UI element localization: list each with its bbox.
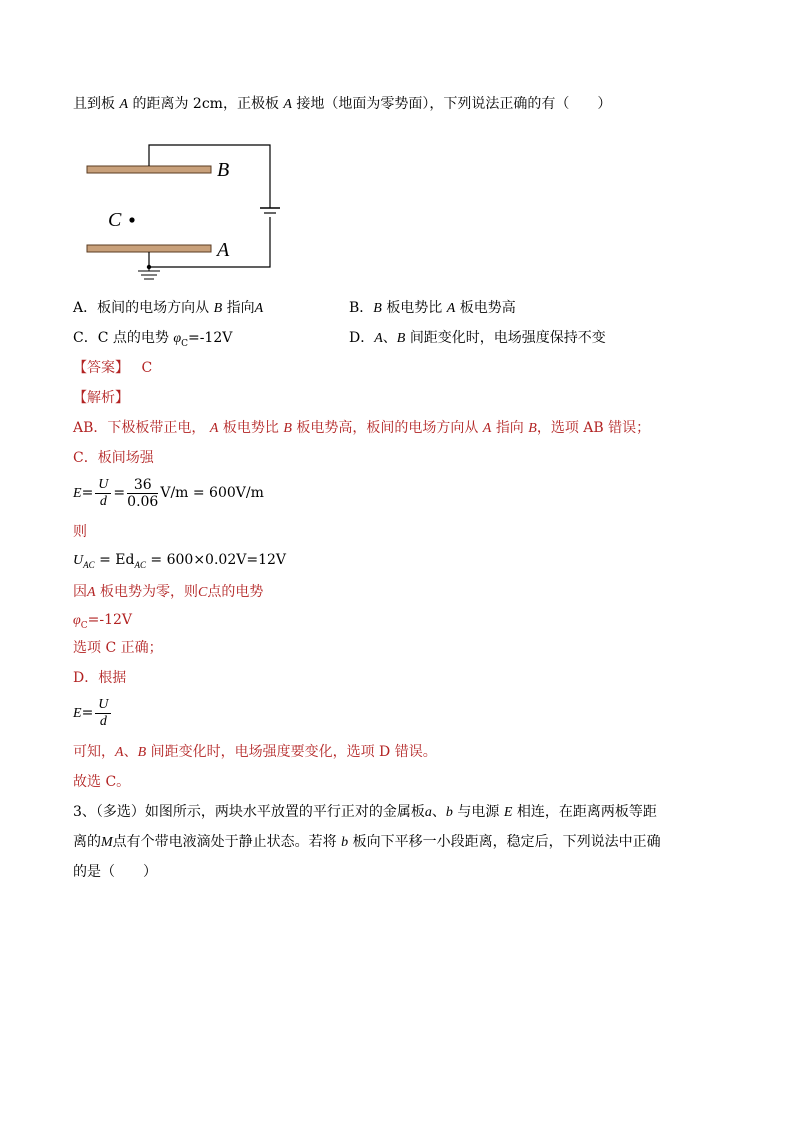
equation-e-u-d: E= $\frac{U}{d}$ xyxy=(73,694,113,733)
fraction-u-over-d: $\frac{U}{d}$ xyxy=(95,477,111,510)
c-correct: 选项 C 正确； xyxy=(73,640,163,656)
since-line: 因A 板电势为零，则C点的电势 xyxy=(73,584,264,600)
label-c: C xyxy=(108,209,122,231)
question-3-line-2: 离的M点有个带电液滴处于静止状态。若将 b 板向下平移一小段距离，稳定后，下列说法中正确 xyxy=(73,834,661,850)
answer-label: 【答案】 xyxy=(73,360,129,376)
intro-text-2: 的距离为 2cm，正极板 xyxy=(132,96,279,112)
label-b: B xyxy=(217,159,230,181)
answer-value: C xyxy=(141,360,153,376)
analysis-c: C．板间场强 xyxy=(73,450,154,466)
analysis-d: D．根据 xyxy=(73,670,127,686)
question-3-line-1: 3、（多选）如图所示，两块水平放置的平行正对的金属板a、b 与电源 E 相连，在距离两板等距 xyxy=(73,804,657,820)
plate-b xyxy=(87,166,211,173)
option-c: C．C 点的电势 $\varphi_C=-12V$ xyxy=(73,330,233,349)
then-text: 则 xyxy=(73,524,87,540)
point-c-dot xyxy=(129,217,134,222)
analysis-ab: AB．下极板带正电， A 板电势比 B 板电势高，板间的电场方向从 A 指向 B，选项 AB 错误； xyxy=(73,420,651,436)
intro-var-a2: A xyxy=(283,97,292,112)
question-intro xyxy=(73,94,611,115)
plate-a xyxy=(87,245,211,252)
intro-text-1: 且到板 xyxy=(73,96,115,112)
equation-field-strength: E= $\frac{U}{d}$ = $\frac{36}{0.06}$ V/m = 600V/m xyxy=(73,476,264,510)
option-a: A．板间的电场方向从 B 指向A xyxy=(73,300,264,316)
analysis-label: 【解析】 xyxy=(73,390,129,406)
knowable-line: 可知，A、B 间距变化时，电场强度要变化，选项 D 错误。 xyxy=(73,744,437,760)
fraction-u-over-d-2: $\frac{U}{d}$ xyxy=(95,697,111,730)
phi-c-value: $\varphi_C=-12V$ xyxy=(73,612,133,631)
wire-top xyxy=(149,145,270,208)
wire-bottom xyxy=(149,217,270,267)
choose-line: 故选 C。 xyxy=(73,774,131,790)
equation-potential-difference: $U_{AC} = Ed_{AC} = 600\times 0.02V=12V$ xyxy=(73,552,286,570)
option-b: B．B 板电势比 A 板电势高 xyxy=(349,300,516,316)
intro-text-3: 接地（地面为零势面），下列说法正确的有（ ） xyxy=(296,96,612,112)
intro-var-a: A xyxy=(119,97,129,112)
answer-line xyxy=(73,358,152,378)
capacitor-diagram xyxy=(80,140,300,280)
fraction-36-over-006: $\frac{36}{0.06}$ xyxy=(127,476,159,510)
question-3-line-3: 的是（ ） xyxy=(73,864,157,880)
label-a: A xyxy=(217,239,230,261)
option-d: D．A、B 间距变化时，电场强度保持不变 xyxy=(349,330,606,346)
